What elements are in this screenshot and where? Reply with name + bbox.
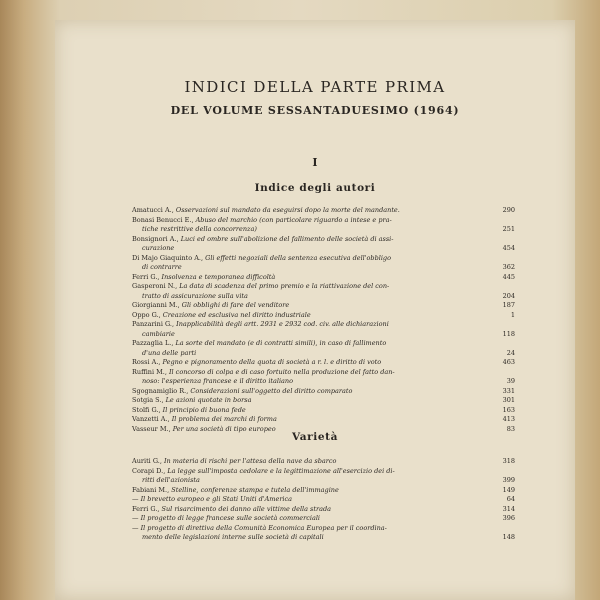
entry-text: — Il progetto di legge francese sulle società commerciali: [132, 514, 321, 522]
index-entry: [132, 216, 515, 235]
index-entry: [132, 524, 515, 543]
page-number: 445: [502, 272, 515, 281]
entry-text: Amatucci A., Osservazioni sul mandato da eseguirsi dopo la morte del mandante.: [132, 206, 400, 214]
index-entry: [132, 514, 515, 524]
page-number: 163: [502, 405, 515, 414]
page-number: 314: [502, 504, 515, 513]
index-entry: [132, 486, 515, 496]
page-number: 83: [506, 424, 515, 433]
varieta-list: [132, 457, 515, 543]
entry-text: Auriti G., In materia di rischi per l'attesa della nave da sbarco: [132, 457, 337, 465]
authors-heading: Indice degli autori: [254, 182, 376, 194]
index-entry: [132, 406, 515, 416]
page-number: 118: [502, 329, 515, 338]
index-entry: [132, 358, 515, 368]
page-number: 148: [502, 533, 515, 541]
page-number: 463: [502, 358, 515, 366]
entry-text: Pazzaglia L., La sorte del mandato (e di contratti simili), in caso di fallimento: [132, 339, 387, 347]
index-entry: [132, 206, 515, 216]
page-number: 149: [502, 485, 515, 494]
index-entry: [132, 301, 515, 311]
entry-text: Ruffini M., Il concorso di colpa e di caso fortuito nella produzione del fatto dan-: [132, 367, 395, 376]
entry-text: Sotgia S., Le azioni quotate in borsa: [132, 396, 252, 404]
section-number: I: [312, 156, 318, 169]
page-number: 396: [502, 514, 515, 522]
page-number: 399: [502, 476, 515, 484]
entry-text: Vasseur M., Per una società di tipo europeo: [132, 424, 276, 433]
entry-continuation: curazione: [142, 244, 175, 252]
entry-text: Bonasi Benucci E., Abuso del marchio (con particolare riguardo a intese e pra-: [132, 215, 392, 224]
index-entry: [132, 282, 515, 301]
entry-text: Giorgianni M., Gli obblighi di fare del venditore: [132, 301, 290, 309]
page-number: 331: [502, 386, 515, 395]
index-entry: [132, 273, 515, 283]
entry-text: Rossi A., Pegno e pignoramento della quota di società a r. l. e diritto di voto: [132, 358, 382, 366]
index-title: INDICI DELLA PARTE PRIMA: [184, 78, 446, 96]
entry-text: Corapi D., La legge sull'imposta cedolare e la legittimazione all'esercizio dei di-: [132, 466, 395, 475]
page-number: 64: [506, 495, 515, 503]
page-number: 318: [502, 457, 515, 465]
index-entry: [132, 339, 515, 358]
page-number: 454: [502, 244, 515, 252]
entry-text: Sgognamiglio R., Considerazioni sull'oggetto del diritto comparato: [132, 386, 353, 395]
page-number: 251: [502, 225, 515, 233]
page-number: 413: [502, 415, 515, 423]
entry-text: Panzarini G., Inapplicabilità degli artt. 2931 e 2932 cod. civ. alle dichiarazioni: [132, 320, 389, 328]
index-entry: [132, 311, 515, 321]
entry-text: — Il progetto di direttiva della Comunità Economica Europea per il coordina-: [132, 523, 387, 532]
index-entry: [132, 368, 515, 387]
entry-continuation: d'una delle parti: [142, 348, 197, 357]
index-entry: [132, 467, 515, 486]
index-entry: [132, 457, 515, 467]
entry-text: Stolfi G., Il principio di buona fede: [132, 405, 246, 414]
entry-text: Vanzetti A., Il problema dei marchi di forma: [132, 415, 277, 423]
entry-continuation: tiche restrittive della concorrenza): [142, 225, 257, 233]
entry-continuation: mento delle legislazioni interne sulle società di capitali: [142, 533, 324, 541]
index-entry: [132, 387, 515, 397]
entry-text: Gasperoni N., La data di scadenza del primo premio e la riattivazione del con-: [132, 282, 390, 290]
page-number: 1: [510, 310, 515, 319]
authors-list: [132, 206, 515, 434]
page-number: 362: [502, 263, 515, 271]
page-number: 290: [502, 206, 515, 214]
entry-continuation: noso: l'esperienza francese e il diritto italiano: [142, 377, 294, 385]
page-number: 301: [502, 396, 515, 404]
entry-text: Fabiani M., Stelline, conferenze stampa e tutela dell'immagine: [132, 485, 339, 494]
entry-text: Di Majo Giaquinto A., Gli effetti negoziali della sentenza esecutiva dell'obbligo: [132, 253, 391, 262]
index-entry: [132, 415, 515, 425]
page-number: 204: [502, 291, 515, 300]
page-number: 39: [506, 377, 515, 385]
entry-text: Bonsignori A., Luci ed ombre sull'abolizione del fallimento delle società di assi-: [132, 234, 394, 243]
index-entry: [132, 396, 515, 406]
index-entry: [132, 254, 515, 273]
entry-continuation: di contrarre: [142, 263, 182, 271]
volume-subtitle: DEL VOLUME SESSANTADUESIMO (1964): [170, 104, 460, 117]
entry-text: Ferri G., Sul risarcimento dei danno alle vittime della strada: [132, 504, 332, 513]
entry-continuation: tratto di assicurazione sulla vita: [142, 291, 248, 300]
index-entry: [132, 495, 515, 505]
entry-text: — Il brevetto europeo e gli Stati Uniti d'America: [132, 495, 293, 503]
entry-continuation: ritti dell'azionista: [142, 476, 200, 484]
index-entry: [132, 235, 515, 254]
page: [55, 20, 575, 600]
varieta-heading: Varietà: [291, 431, 339, 443]
index-entry: [132, 320, 515, 339]
page-number: 24: [506, 348, 515, 357]
index-entry: [132, 505, 515, 515]
entry-text: Oppo G., Creazione ed esclusiva nel diritto industriale: [132, 310, 311, 319]
entry-text: Ferri G., Insolvenza e temporanea difficoltà: [132, 272, 276, 281]
entry-continuation: cambiarie: [142, 329, 175, 338]
page-number: 187: [502, 301, 515, 309]
